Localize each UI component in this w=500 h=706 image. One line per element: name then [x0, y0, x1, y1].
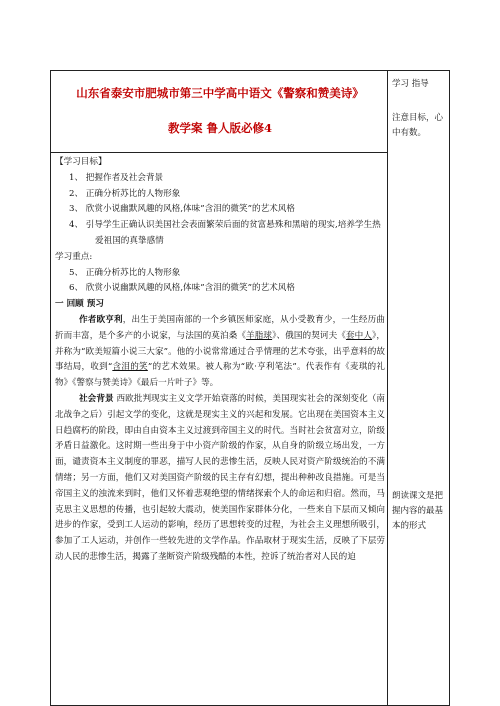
key-points-heading: 学习重点:	[55, 251, 93, 262]
work-title: 羊脂球	[246, 330, 273, 341]
title-line-1: 山东省泰安市肥城市第三中学高中语文《警察和赞美诗》	[76, 86, 364, 100]
goal-item: 2、 正确分析苏比的人物形象	[69, 188, 181, 199]
lesson-body	[55, 155, 385, 566]
guidance-heading: 学习 指导	[392, 79, 429, 89]
title-divider	[51, 152, 387, 153]
goal-item: 3、 欣赏小说幽默风趣的风格,体味”含泪的微笑”的艺术风格	[69, 204, 295, 215]
author-text: 》、俄国的契诃夫《	[272, 330, 346, 341]
column-divider	[387, 71, 388, 705]
lesson-table	[50, 70, 450, 706]
background-paragraph	[55, 392, 385, 566]
work-title: 套中人	[345, 330, 373, 341]
author-label: 作者欧亨利	[79, 314, 123, 325]
work-title: 含泪的笑	[112, 362, 148, 373]
key-point-item: 5、 正确分析苏比的人物形象	[69, 267, 181, 278]
section-heading: 一 回顾 预习	[55, 299, 104, 310]
background-text: 西欧批判现实主义文学开始衰落的时候，美国现实社会的深刻变化（南北战争之后）引起文学的变化，这就是现实主义的兴起和发展。它出现在美国资本主义日趋腐朽的阶段，即由自由资本主义过渡到帝国主义的时代。当时社会贫富对立，阶级矛盾日益激化。这时期一些出身于中小资产阶级的作家，从自身的阶级立场出发，一方面，谴责资本主义制度的罪恶，描写人民的悲惨生活，反映人民对资产阶级统治的不满情绪；另一方面，他们又对美国资产阶级的民主存有幻想，提出种种改良措施。可是当帝国主义的浊流来到时，他们又怀着悲观绝望的情绪探索个人的命运和归宿。然而，马克思主义思想的传播，也引起较大震动，使美国作家群体分化，一些来自下层而又倾向进步的作家，受到工人运动的影响，经历了思想转变的过程，为社会主义理想所吸引，参加了工人运动，并创作一些较先进的文学作品。作品取材于现实生活，反映了下层劳动人民的悲惨生活，揭露了垄断资产阶级残酷的本性，控诉了统治者对人民的迫	[55, 393, 385, 562]
guidance-note: 朗读课文是把握内容的最基本的形式	[392, 491, 444, 531]
goal-item: 1、 把握作者及社会背景	[69, 172, 164, 183]
guidance-note: 注意目标，心中有数。	[392, 113, 444, 138]
background-label: 社会背景	[79, 393, 114, 404]
author-text: ”的艺术效果。被人称为“欧·亨利笔法”。代表作有《麦琪的礼物》《警察与赞美诗》《最后一片叶子》等。	[55, 362, 385, 389]
key-point-item: 6、 欣赏小说幽默风趣的风格,体味”含泪的微笑”的艺术风格	[69, 283, 295, 294]
title-line-2: 教学案 鲁人版必修4	[167, 121, 272, 135]
author-text: ，出生于美国南部的一个乡镇医师家庭，从小受教育少，一生经历曲折而丰富，是个多产的小说家，与法国的莫泊桑《	[55, 314, 385, 341]
goal-item-text: 4、 引导学生正确认识美国社会表面繁荣后面的贫富悬殊和黑暗的现实,培养学生热爱祖国的真挚感情	[69, 220, 381, 246]
goal-item	[55, 218, 385, 250]
author-paragraph	[55, 313, 385, 392]
author-text: 》，并称为“欧美短篇小说三大家”。他的小说常常通过合乎情理的艺术夸张，出乎意料的故事结局，收到“	[55, 330, 385, 373]
goals-heading: 【学习目标】	[55, 157, 107, 167]
